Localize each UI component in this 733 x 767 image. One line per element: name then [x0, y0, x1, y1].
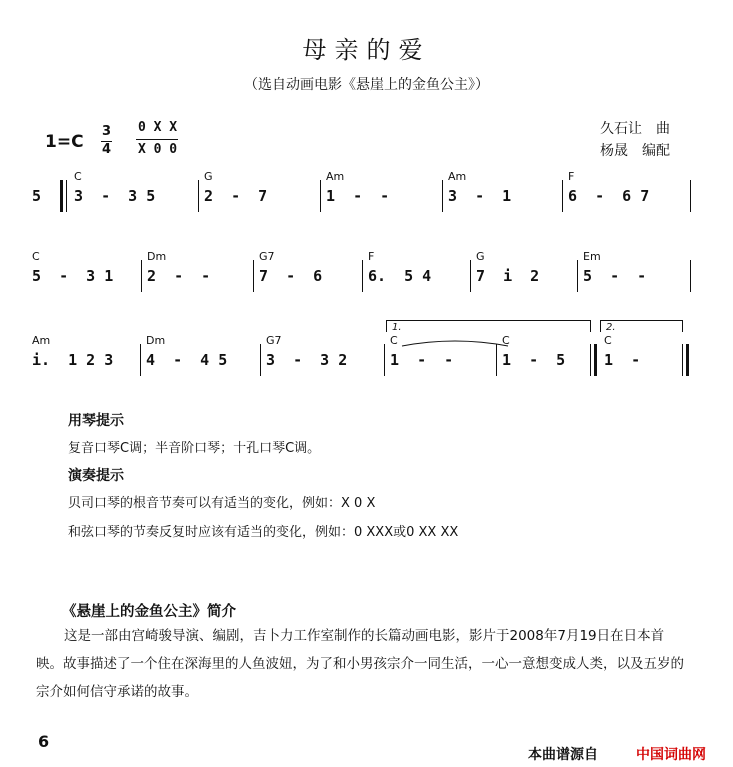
volta-1-line [386, 320, 590, 321]
chord-label: C [502, 334, 510, 347]
measure-notes: 6 - 6 7 [568, 187, 650, 205]
page-subtitle: （选自动画电影《悬崖上的金鱼公主》） [244, 77, 489, 93]
site-link[interactable]: 中国词曲网 [636, 747, 706, 763]
repeat-end-barline [594, 344, 597, 376]
measure-notes: 3 - 3 5 [74, 187, 156, 205]
barline [496, 344, 497, 376]
measure [28, 250, 138, 310]
time-signature-top: 3 [102, 124, 112, 139]
measure-notes: 7 i 2 [476, 267, 540, 285]
barline [141, 260, 142, 292]
volta-2-line [600, 320, 682, 321]
measure-notes: 5 - 3 1 [32, 267, 114, 285]
measure [600, 334, 680, 394]
tips-instrument-text: 复音口琴C调；半音阶口琴；十孔口琴C调。 [68, 441, 321, 456]
barline [690, 180, 691, 212]
score-line-2 [28, 250, 693, 310]
barline [253, 260, 254, 292]
volta-2-start [600, 320, 601, 332]
rhythm-pattern-line [136, 139, 178, 140]
measure-notes: 1 - 5 [502, 351, 566, 369]
chord-label: Am [448, 170, 467, 183]
measure-notes: 2 - - [147, 267, 211, 285]
barline [198, 180, 199, 212]
rhythm-pattern-bottom: X 0 0 [138, 142, 178, 157]
intro-heading: 《悬崖上的金鱼公主》简介 [62, 604, 236, 620]
tips-heading-instrument: 用琴提示 [68, 413, 124, 429]
repeat-end-thin-barline [590, 344, 591, 376]
volta-2-label: 2. [606, 322, 616, 333]
measure [200, 170, 320, 230]
chord-label: C [390, 334, 398, 347]
page-number: 6 [38, 732, 50, 751]
measure [70, 170, 190, 230]
chord-label: Am [32, 334, 51, 347]
score-line-3 [28, 320, 693, 380]
key-signature: 1=C [45, 132, 84, 152]
measure-notes: 1 - - [326, 187, 390, 205]
volta-1-label: 1. [392, 322, 402, 333]
chord-label: G [204, 170, 213, 183]
chord-label: F [568, 170, 575, 183]
measure-notes: 5 [32, 187, 42, 205]
measure-notes: 2 - 7 [204, 187, 268, 205]
barline [442, 180, 443, 212]
final-barline [686, 344, 689, 376]
intro-paragraph: 这是一部由宫崎骏导演、编剧，吉卜力工作室制作的长篇动画电影，影片于2008年7月19日在日本首映。故事描述了一个住在深海里的人鱼波妞，为了和小男孩宗介一同生活，一心一意想变成人类，以及五岁的宗介如何信守承诺的故事。 [36, 628, 684, 700]
measure [142, 334, 257, 394]
measure-notes: 1 - - [390, 351, 454, 369]
measure [255, 250, 365, 310]
barline [562, 180, 563, 212]
barline [140, 344, 141, 376]
measure [364, 250, 469, 310]
volta-1-start [386, 320, 387, 332]
measure-notes: 3 - 3 2 [266, 351, 348, 369]
chord-label: G7 [266, 334, 282, 347]
chord-label: G7 [259, 250, 275, 263]
measure [262, 334, 382, 394]
chord-label: C [604, 334, 612, 347]
measure [498, 334, 588, 394]
tips-heading-performance: 演奏提示 [68, 468, 124, 484]
measure [579, 250, 689, 310]
repeat-start-thin-barline [66, 180, 67, 212]
chord-label: Dm [146, 334, 166, 347]
volta-1-end [590, 320, 591, 332]
barline [470, 260, 471, 292]
barline [260, 344, 261, 376]
measure [322, 170, 442, 230]
barline [577, 260, 578, 292]
chord-label: F [368, 250, 375, 263]
score-line-1 [28, 170, 693, 230]
measure [472, 250, 577, 310]
measure-notes: 4 - 4 5 [146, 351, 228, 369]
measure [28, 334, 138, 394]
barline [384, 344, 385, 376]
measure-notes: i. 1 2 3 [32, 351, 114, 369]
composer-credit: 久石让 曲 [600, 121, 670, 137]
measure-notes: 6. 5 4 [368, 267, 432, 285]
chord-label: Am [326, 170, 345, 183]
measure [444, 170, 564, 230]
chord-label: Em [583, 250, 601, 263]
measure [564, 170, 689, 230]
measure-pickup [28, 170, 58, 230]
page-title: 母亲的爱 [302, 36, 431, 64]
repeat-start-barline [60, 180, 63, 212]
tips-chord-text: 和弦口琴的节奏反复时应该有适当的变化，例如：0 XXX或0 XX XX [68, 525, 459, 540]
barline [320, 180, 321, 212]
rhythm-pattern-top: 0 X X [138, 120, 178, 135]
chord-label: G [476, 250, 485, 263]
time-signature-bottom: 4 [102, 142, 112, 157]
arranger-credit: 杨晟 编配 [600, 143, 670, 159]
chord-label: Dm [147, 250, 167, 263]
barline [690, 260, 691, 292]
final-thin-barline [682, 344, 683, 376]
tips-bass-text: 贝司口琴的根音节奏可以有适当的变化，例如：X 0 X [68, 496, 376, 511]
measure-notes: 1 - [604, 351, 641, 369]
source-label: 本曲谱源自 [528, 747, 598, 763]
measure-notes: 3 - 1 [448, 187, 512, 205]
volta-2-end [682, 320, 683, 332]
barline [362, 260, 363, 292]
chord-label: C [32, 250, 40, 263]
chord-label: C [74, 170, 82, 183]
measure [386, 334, 496, 394]
measure [143, 250, 253, 310]
measure-notes: 7 - 6 [259, 267, 323, 285]
measure-notes: 5 - - [583, 267, 647, 285]
